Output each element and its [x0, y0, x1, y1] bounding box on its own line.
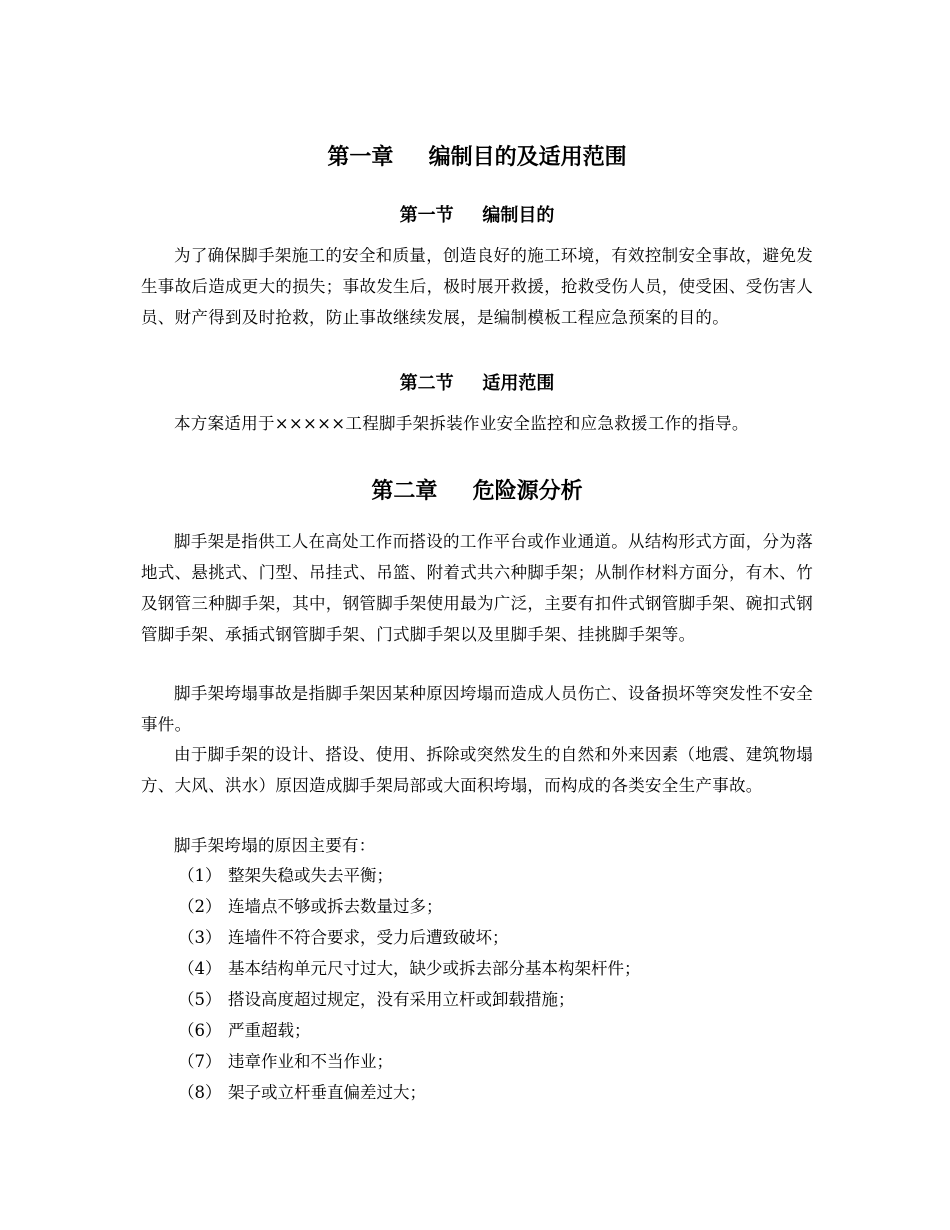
- cause-item-2-text: 连墙点不够或拆去数量过多；: [228, 897, 443, 916]
- cause-item-5-number: （5）: [178, 990, 222, 1009]
- chapter-2-paragraph-3: 由于脚手架的设计、搭设、使用、拆除或突然发生的自然和外来因素（地震、建筑物塌方、大风、洪水）原因造成脚手架局部或大面积垮塌，而构成的各类安全生产事故。: [141, 745, 813, 795]
- cause-item-8-text: 架子或立杆垂直偏差过大；: [228, 1083, 426, 1102]
- cause-item-3-text: 连墙件不符合要求，受力后遭致破坏；: [228, 928, 509, 947]
- chapter-1-title: [141, 143, 813, 173]
- chapter-1-heading: 编制目的及适用范围: [428, 145, 627, 170]
- section-1-1-label: 第一节: [399, 205, 454, 226]
- section-1-1-paragraph: 为了确保脚手架施工的安全和质量，创造良好的施工环境，有效控制安全事故，避免发生事故后造成更大的损失；事故发生后，极时展开救援，抢救受伤人员，使受困、受伤害人员、财产得到及时抢救，防止事故继续发展，是编制模板工程应急预案的目的。: [141, 246, 813, 327]
- cause-item-1-number: （1）: [178, 866, 222, 885]
- cause-item-1-text: 整架失稳或失去平衡；: [228, 866, 393, 885]
- chapter-2-label: 第二章: [371, 479, 438, 504]
- cause-item-6: [178, 1015, 808, 1046]
- cause-item-2-number: （2）: [178, 897, 222, 916]
- cause-item-4-text: 基本结构单元尺寸过大，缺少或拆去部分基本构架杆件；: [228, 959, 641, 978]
- chapter-2-heading: 危险源分析: [472, 479, 583, 504]
- chapter-1-label: 第一章: [327, 145, 394, 170]
- chapter-2-paragraph-1: 脚手架是指供工人在高处工作而搭设的工作平台或作业通道。从结构形式方面，分为落地式、悬挑式、门型、吊挂式、吊篮、附着式共六种脚手架；从制作材料方面分，有木、竹及钢管三种脚手架，其中，钢管脚手架使用最为广泛，主要有扣件式钢管脚手架、碗扣式钢管脚手架、承插式钢管脚手架、门式脚手架以及里脚手架、挂挑脚手架等。: [141, 532, 813, 644]
- chapter-2-paragraph-2: 脚手架垮塌事故是指脚手架因某种原因垮塌而造成人员伤亡、设备损坏等突发性不安全事件。: [141, 684, 813, 734]
- cause-item-6-number: （6）: [178, 1021, 222, 1040]
- section-1-2-label: 第二节: [399, 373, 454, 394]
- cause-item-8-number: （8）: [178, 1083, 222, 1102]
- cause-item-5-text: 搭设高度超过规定，没有采用立杆或卸载措施；: [228, 990, 575, 1009]
- chapter-2-title: [141, 477, 813, 507]
- cause-item-6-text: 严重超载；: [228, 1021, 311, 1040]
- section-1-2-heading: 适用范围: [482, 373, 555, 394]
- cause-item-4: [178, 953, 808, 984]
- cause-item-5: [178, 984, 808, 1015]
- cause-item-7-text: 违章作业和不当作业；: [228, 1052, 393, 1071]
- chapter-2-paragraph-4: 脚手架垮塌的原因主要有：: [174, 836, 376, 855]
- cause-item-7-number: （7）: [178, 1052, 222, 1071]
- section-1-2-title: [141, 371, 813, 397]
- cause-item-8: [178, 1077, 808, 1108]
- cause-item-4-number: （4）: [178, 959, 222, 978]
- cause-item-7: [178, 1046, 808, 1077]
- cause-item-3-number: （3）: [178, 928, 222, 947]
- cause-item-2: [178, 891, 808, 922]
- cause-item-1: [178, 860, 808, 891]
- section-1-1-heading: 编制目的: [482, 205, 555, 226]
- cause-item-3: [178, 922, 808, 953]
- section-1-1-title: [141, 203, 813, 229]
- section-1-2-paragraph: 本方案适用于×××××工程脚手架拆装作业安全监控和应急救援工作的指导。: [174, 414, 749, 433]
